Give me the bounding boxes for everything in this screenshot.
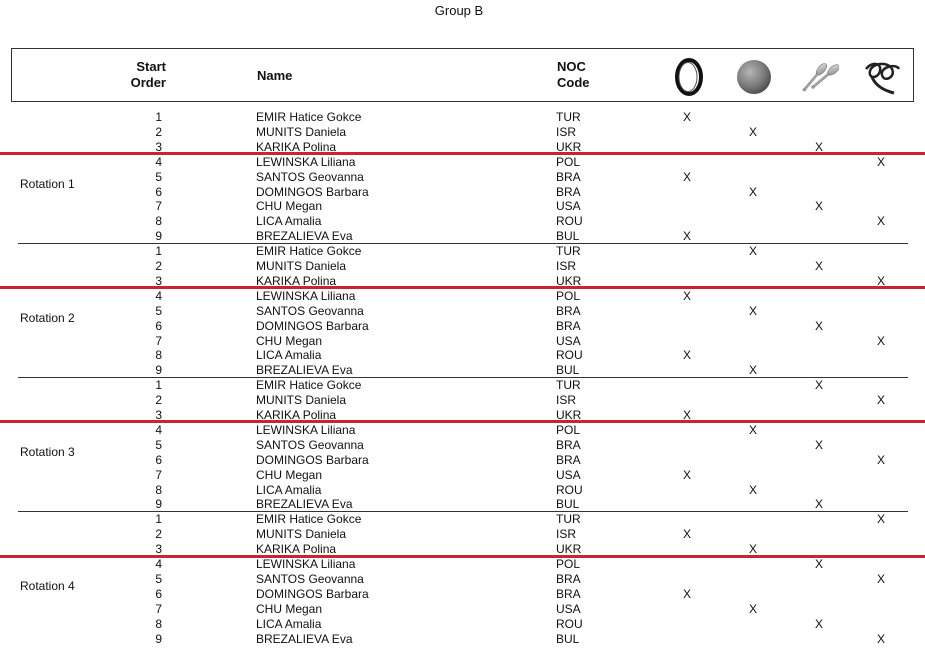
table-row bbox=[0, 244, 925, 259]
athlete-name-cell: BREZALIEVA Eva bbox=[256, 631, 353, 646]
noc-code-cell: UKR bbox=[556, 542, 582, 557]
athlete-name-cell: EMIR Hatice Gokce bbox=[256, 244, 362, 259]
athlete-name-cell: DOMINGOS Barbara bbox=[256, 586, 369, 601]
noc-code-cell: UKR bbox=[556, 139, 582, 154]
athlete-name-cell: MUNITS Daniela bbox=[256, 393, 347, 408]
apparatus-mark: X bbox=[876, 571, 885, 586]
noc-code-cell: TUR bbox=[556, 244, 581, 259]
apparatus-mark: X bbox=[682, 467, 691, 482]
table-row bbox=[0, 617, 925, 632]
noc-code-cell: BRA bbox=[556, 303, 581, 318]
noc-code-cell: TUR bbox=[556, 378, 581, 393]
start-order-cell: 3 bbox=[155, 542, 162, 557]
start-order-cell: 7 bbox=[155, 601, 162, 616]
start-order-cell: 8 bbox=[155, 214, 162, 229]
athlete-name-cell: EMIR Hatice Gokce bbox=[256, 110, 362, 124]
athlete-name-cell: LICA Amalia bbox=[256, 348, 322, 363]
start-order-cell: 3 bbox=[155, 408, 162, 422]
noc-code-cell: USA bbox=[556, 333, 581, 348]
apparatus-mark: X bbox=[682, 348, 691, 363]
noc-code-cell: USA bbox=[556, 199, 581, 214]
apparatus-mark: X bbox=[682, 586, 691, 601]
table-row bbox=[0, 363, 925, 378]
apparatus-mark: X bbox=[748, 184, 757, 199]
start-order-cell: 4 bbox=[155, 557, 162, 571]
rotation-label: Rotation 3 bbox=[20, 445, 75, 460]
athlete-name-cell: SANTOS Geovanna bbox=[256, 571, 364, 586]
start-order-cell: 8 bbox=[155, 616, 162, 631]
noc-code-cell: ISR bbox=[556, 527, 577, 542]
athlete-name-cell: DOMINGOS Barbara bbox=[256, 318, 369, 333]
athlete-name-cell: MUNITS Daniela bbox=[256, 527, 347, 542]
table-row bbox=[0, 155, 925, 170]
noc-code-cell: USA bbox=[556, 601, 581, 616]
table-row bbox=[0, 572, 925, 587]
table-row bbox=[0, 170, 925, 185]
start-order-cell: 8 bbox=[155, 348, 162, 363]
noc-code-cell: BRA bbox=[556, 571, 581, 586]
noc-code-cell: BRA bbox=[556, 184, 581, 199]
rotation-separator bbox=[0, 555, 925, 558]
athlete-name-cell: MUNITS Daniela bbox=[256, 124, 347, 139]
start-order-cell: 5 bbox=[155, 169, 162, 184]
table-row bbox=[0, 468, 925, 483]
table-row bbox=[0, 587, 925, 602]
start-order-cell: 6 bbox=[155, 318, 162, 333]
start-order-cell: 5 bbox=[155, 437, 162, 452]
apparatus-mark: X bbox=[748, 422, 757, 437]
noc-code-cell: POL bbox=[556, 422, 581, 437]
rotation-separator bbox=[0, 152, 925, 155]
apparatus-mark: X bbox=[682, 229, 691, 244]
apparatus-mark: X bbox=[876, 214, 885, 229]
noc-code-cell: BUL bbox=[556, 229, 580, 244]
apparatus-mark: X bbox=[682, 169, 691, 184]
apparatus-mark: X bbox=[814, 437, 823, 452]
apparatus-mark: X bbox=[814, 318, 823, 333]
table-row bbox=[0, 304, 925, 319]
rotation-label: Rotation 2 bbox=[20, 311, 75, 326]
table-row bbox=[0, 483, 925, 498]
table-row bbox=[0, 632, 925, 647]
start-order-cell: 4 bbox=[155, 422, 162, 437]
noc-code-cell: BRA bbox=[556, 169, 581, 184]
apparatus-mark: X bbox=[748, 124, 757, 139]
apparatus-mark: X bbox=[748, 482, 757, 497]
table-row bbox=[0, 438, 925, 453]
apparatus-mark: X bbox=[748, 363, 757, 378]
table-row bbox=[0, 393, 925, 408]
athlete-name-cell: LICA Amalia bbox=[256, 214, 322, 229]
noc-code-cell: ISR bbox=[556, 259, 577, 273]
apparatus-mark: X bbox=[814, 557, 823, 571]
athlete-name-cell: CHU Megan bbox=[256, 467, 323, 482]
noc-code-cell: ROU bbox=[556, 348, 583, 363]
noc-code-cell: USA bbox=[556, 467, 581, 482]
start-order-cell: 2 bbox=[155, 527, 162, 542]
athlete-name-cell: SANTOS Geovanna bbox=[256, 303, 364, 318]
apparatus-mark: X bbox=[876, 273, 885, 288]
table-row bbox=[0, 289, 925, 304]
athlete-name-cell: BREZALIEVA Eva bbox=[256, 363, 353, 378]
start-order-cell: 6 bbox=[155, 452, 162, 467]
start-order-cell: 7 bbox=[155, 467, 162, 482]
apparatus-mark: X bbox=[682, 408, 691, 422]
table-row bbox=[0, 214, 925, 229]
apparatus-mark: X bbox=[876, 154, 885, 169]
noc-code-cell: BUL bbox=[556, 497, 580, 512]
athlete-name-cell: CHU Megan bbox=[256, 199, 323, 214]
athlete-name-cell: EMIR Hatice Gokce bbox=[256, 512, 362, 527]
athlete-name-cell: KARIKA Polina bbox=[256, 273, 337, 288]
start-order-cell: 2 bbox=[155, 393, 162, 408]
apparatus-mark: X bbox=[876, 333, 885, 348]
noc-code-cell: TUR bbox=[556, 512, 581, 527]
athlete-name-cell: KARIKA Polina bbox=[256, 139, 337, 154]
apparatus-mark: X bbox=[876, 512, 885, 527]
apparatus-mark: X bbox=[814, 139, 823, 154]
table-row bbox=[0, 110, 925, 125]
athlete-name-cell: LEWINSKA Liliana bbox=[256, 557, 356, 571]
athlete-name-cell: SANTOS Geovanna bbox=[256, 437, 364, 452]
start-order-cell: 9 bbox=[155, 363, 162, 378]
table-row bbox=[0, 512, 925, 527]
page-title: Group B bbox=[434, 3, 484, 18]
athlete-name-cell: KARIKA Polina bbox=[256, 542, 337, 557]
start-order-cell: 6 bbox=[155, 586, 162, 601]
noc-code-cell: TUR bbox=[556, 110, 581, 124]
start-order-cell: 6 bbox=[155, 184, 162, 199]
noc-code-cell: ISR bbox=[556, 124, 577, 139]
rotation-label: Rotation 4 bbox=[20, 579, 75, 594]
start-order-cell: 1 bbox=[155, 378, 162, 393]
table-row bbox=[0, 185, 925, 200]
table-row bbox=[0, 259, 925, 274]
name-header: Name bbox=[257, 68, 293, 83]
athlete-name-cell: LICA Amalia bbox=[256, 482, 322, 497]
apparatus-mark: X bbox=[748, 601, 757, 616]
athlete-name-cell: LICA Amalia bbox=[256, 616, 322, 631]
apparatus-mark: X bbox=[876, 452, 885, 467]
noc-code-cell: POL bbox=[556, 288, 581, 303]
table-row bbox=[0, 557, 925, 572]
rotation-separator bbox=[0, 420, 925, 423]
start-order-cell: 4 bbox=[155, 154, 162, 169]
apparatus-mark: X bbox=[814, 199, 823, 214]
athlete-name-cell: BREZALIEVA Eva bbox=[256, 497, 353, 512]
table-row bbox=[0, 453, 925, 468]
table-row bbox=[0, 378, 925, 393]
athlete-name-cell: DOMINGOS Barbara bbox=[256, 184, 369, 199]
athlete-name-cell: EMIR Hatice Gokce bbox=[256, 378, 362, 393]
athlete-name-cell: SANTOS Geovanna bbox=[256, 169, 364, 184]
apparatus-mark: X bbox=[682, 288, 691, 303]
noc-code-cell: ROU bbox=[556, 214, 583, 229]
noc-code-cell: ROU bbox=[556, 482, 583, 497]
noc-code-cell: BRA bbox=[556, 437, 581, 452]
noc-code-cell: BRA bbox=[556, 318, 581, 333]
noc-code-cell: BUL bbox=[556, 631, 580, 646]
start-order-cell: 9 bbox=[155, 229, 162, 244]
start-order-cell: 5 bbox=[155, 303, 162, 318]
start-order-cell: 9 bbox=[155, 631, 162, 646]
apparatus-mark: X bbox=[876, 393, 885, 408]
table-row bbox=[0, 319, 925, 334]
start-order-cell: 2 bbox=[155, 259, 162, 273]
start-order-cell: 5 bbox=[155, 571, 162, 586]
athlete-name-cell: LEWINSKA Liliana bbox=[256, 288, 356, 303]
athlete-name-cell: CHU Megan bbox=[256, 333, 323, 348]
noc-code-cell: ISR bbox=[556, 393, 577, 408]
table-row bbox=[0, 423, 925, 438]
start-order-cell: 1 bbox=[155, 110, 162, 124]
athlete-name-cell: DOMINGOS Barbara bbox=[256, 452, 369, 467]
noc-code-cell: UKR bbox=[556, 408, 582, 422]
noc-code-cell: BUL bbox=[556, 363, 580, 378]
start-order-cell: 7 bbox=[155, 199, 162, 214]
apparatus-mark: X bbox=[814, 378, 823, 393]
start-order-cell: 3 bbox=[155, 273, 162, 288]
apparatus-mark: X bbox=[814, 259, 823, 273]
rotation-separator bbox=[0, 286, 925, 289]
apparatus-mark: X bbox=[814, 497, 823, 512]
apparatus-mark: X bbox=[748, 244, 757, 259]
athlete-name-cell: CHU Megan bbox=[256, 601, 323, 616]
table-row bbox=[0, 334, 925, 349]
start-order-cell: 7 bbox=[155, 333, 162, 348]
athlete-name-cell: MUNITS Daniela bbox=[256, 259, 347, 273]
start-order-cell: 4 bbox=[155, 288, 162, 303]
noc-code-cell: ROU bbox=[556, 616, 583, 631]
table-row bbox=[0, 125, 925, 140]
start-order-cell: 3 bbox=[155, 139, 162, 154]
noc-code-cell: UKR bbox=[556, 273, 582, 288]
apparatus-mark: X bbox=[876, 631, 885, 646]
table-row bbox=[0, 602, 925, 617]
apparatus-mark: X bbox=[682, 110, 691, 124]
start-order-cell: 1 bbox=[155, 512, 162, 527]
rotation-label: Rotation 1 bbox=[20, 177, 75, 192]
noc-header-line2: Code bbox=[557, 75, 590, 90]
table-row bbox=[0, 527, 925, 542]
start-order-cell: 1 bbox=[155, 244, 162, 259]
noc-code-cell: BRA bbox=[556, 452, 581, 467]
athlete-name-cell: LEWINSKA Liliana bbox=[256, 154, 356, 169]
apparatus-mark: X bbox=[748, 542, 757, 557]
apparatus-mark: X bbox=[682, 527, 691, 542]
start-order-cell: 2 bbox=[155, 124, 162, 139]
table-row bbox=[0, 497, 925, 512]
start-order-header-line2: Order bbox=[130, 75, 166, 90]
apparatus-mark: X bbox=[748, 303, 757, 318]
noc-header-line1: NOC bbox=[557, 59, 586, 74]
athlete-name-cell: LEWINSKA Liliana bbox=[256, 422, 356, 437]
noc-code-cell: POL bbox=[556, 557, 581, 571]
athlete-name-cell: KARIKA Polina bbox=[256, 408, 337, 422]
noc-code-cell: BRA bbox=[556, 586, 581, 601]
start-order-header-line1: Start bbox=[136, 59, 166, 74]
start-order-cell: 9 bbox=[155, 497, 162, 512]
table-row bbox=[0, 229, 925, 244]
table-row bbox=[0, 348, 925, 363]
apparatus-mark: X bbox=[814, 616, 823, 631]
noc-code-cell: POL bbox=[556, 154, 581, 169]
table-row bbox=[0, 199, 925, 214]
athlete-name-cell: BREZALIEVA Eva bbox=[256, 229, 353, 244]
start-order-cell: 8 bbox=[155, 482, 162, 497]
